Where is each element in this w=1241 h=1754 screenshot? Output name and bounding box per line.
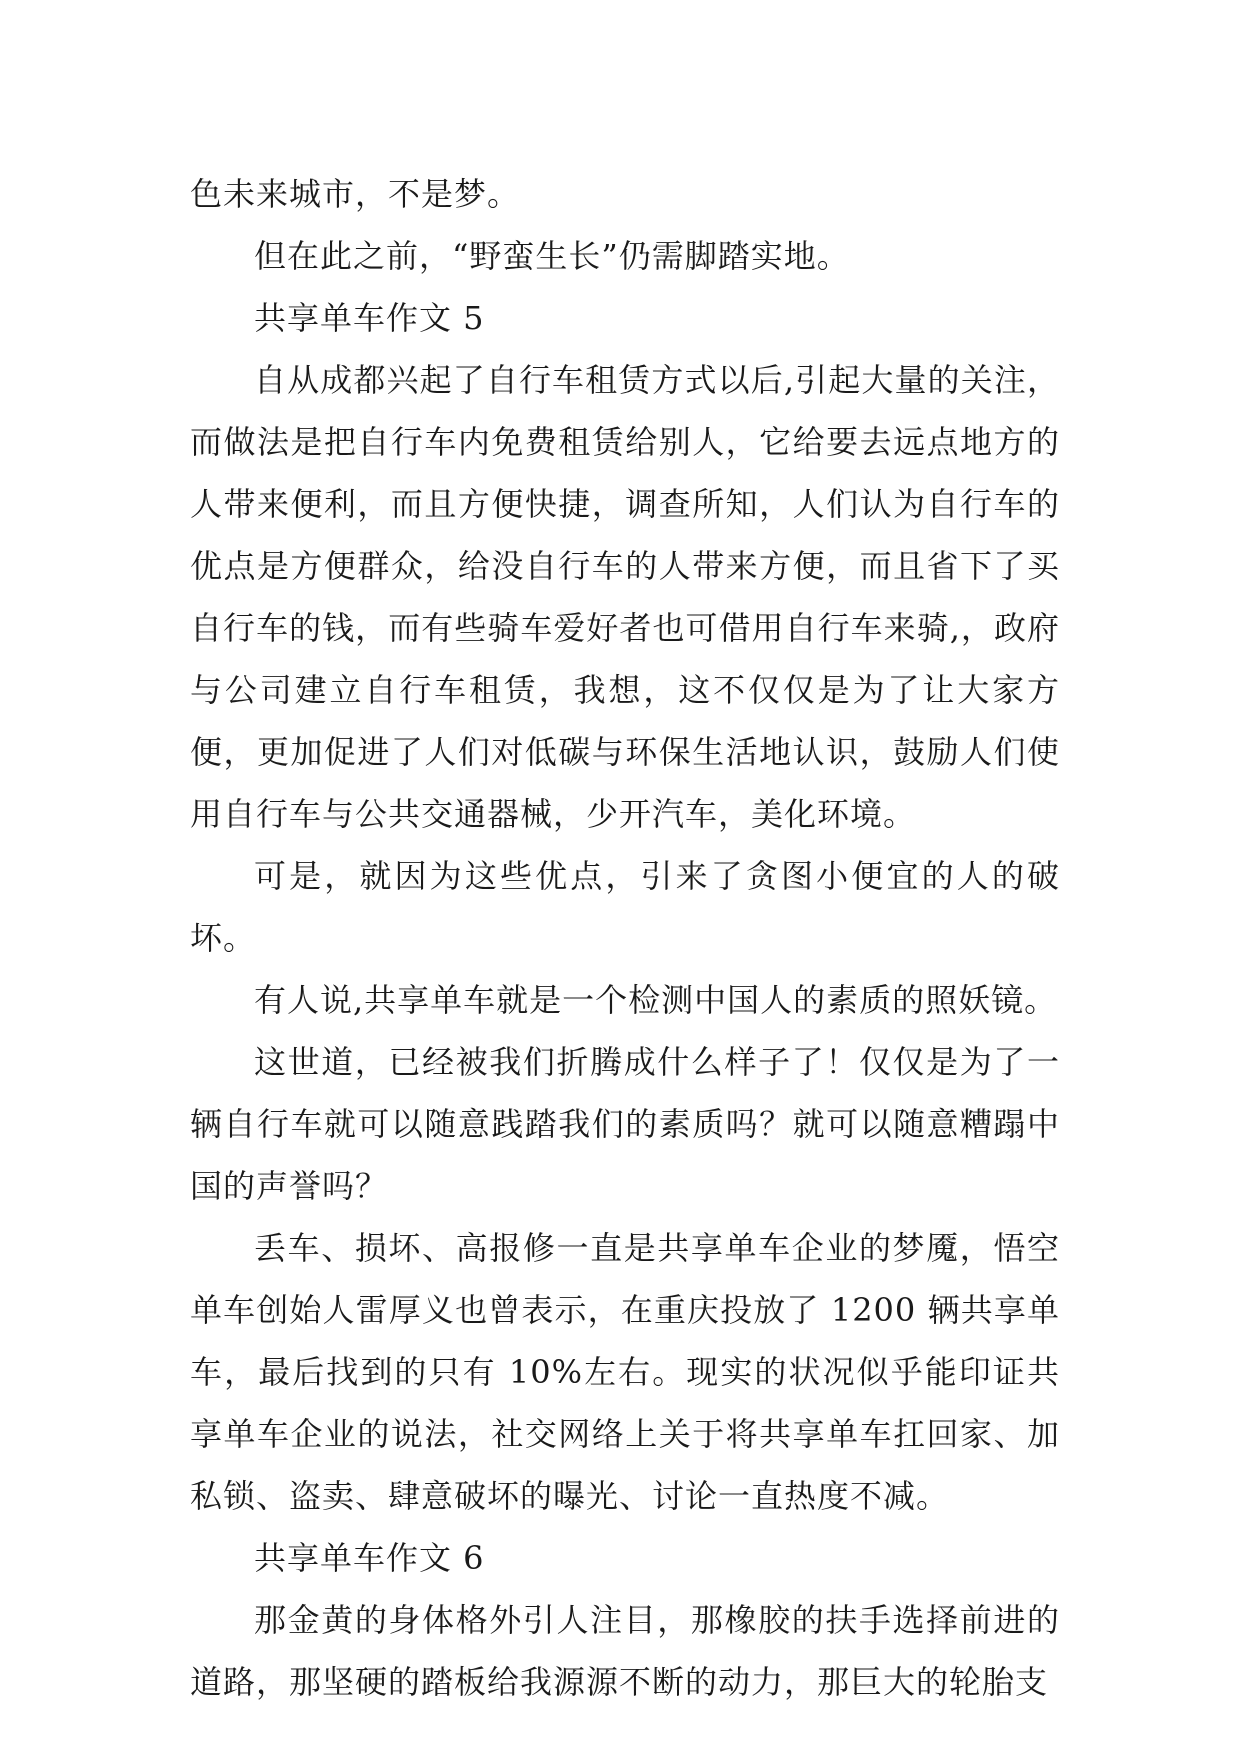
paragraph: 丢车、损坏、高报修一直是共享单车企业的梦魇，悟空单车创始人雷厚义也曾表示，在重庆投放了 1200 辆共享单车，最后找到的只有 10%左右。现实的状况似乎能印证共享单车企业的说法，社交网络上关于将共享单车扛回家、加私锁、盗卖、肆意破坏的曝光、讨论一直热度不减。: [190, 1229, 1060, 1515]
section-heading: 共享单车作文 5: [254, 299, 485, 337]
paragraph: 自从成都兴起了自行车租赁方式以后,引起大量的关注，而做法是把自行车内免费租赁给别人，它给要去远点地方的人带来便利，而且方便快捷，调查所知，人们认为自行车的优点是方便群众，给没自行车的人带来方便，而且省下了买自行车的钱，而有些骑车爱好者也可借用自行车来骑,，政府与公司建立自行车租赁，我想，这不仅仅是为了让大家方便，更加促进了人们对低碳与环保生活地认识，鼓励人们使用自行车与公共交通器械，少开汽车，美化环境。: [190, 361, 1060, 833]
document-body: [190, 163, 1060, 1713]
paragraph-continuation: 色未来城市，不是梦。: [190, 175, 521, 213]
paragraph: 有人说,共享单车就是一个检测中国人的素质的照妖镜。: [254, 981, 1058, 1019]
paragraph: 这世道，已经被我们折腾成什么样子了！仅仅是为了一辆自行车就可以随意践踏我们的素质吗？就可以随意糟蹋中国的声誉吗？: [190, 1043, 1060, 1205]
paragraph: 但在此之前，“野蛮生长”仍需脚踏实地。: [254, 237, 850, 275]
paragraph: 可是，就因为这些优点，引来了贪图小便宜的人的破坏。: [190, 857, 1060, 957]
paragraph: 那金黄的身体格外引人注目，那橡胶的扶手选择前进的道路，那坚硬的踏板给我源源不断的动力，那巨大的轮胎支: [190, 1601, 1060, 1701]
section-heading: 共享单车作文 6: [254, 1539, 485, 1577]
